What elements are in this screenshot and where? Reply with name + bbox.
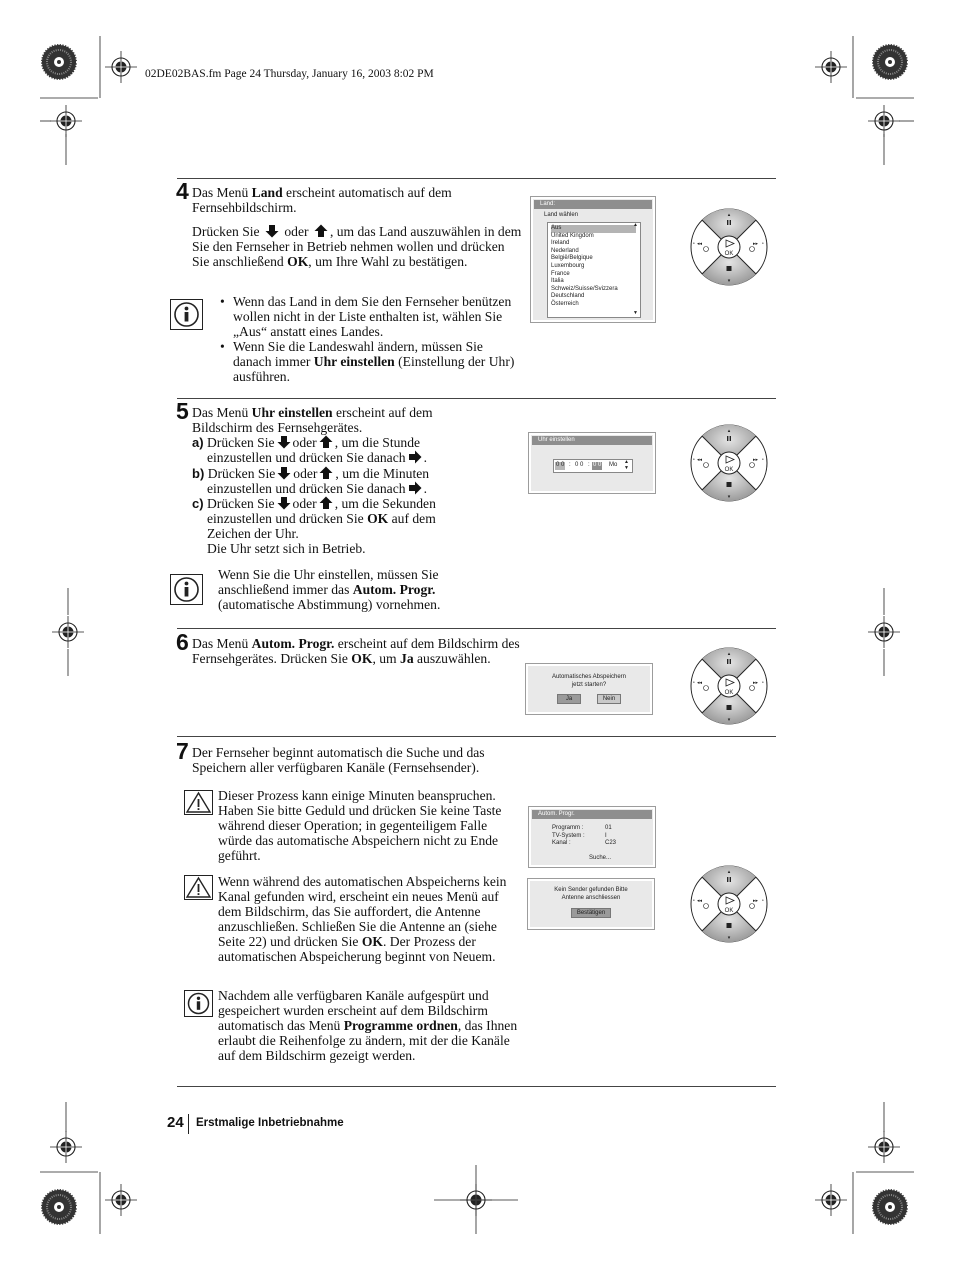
- step-7-warning-1: Dieser Prozess kann einige Minuten beanspruchen. Haben Sie bitte Geduld und drücken Sie keine Taste während dieser Operation; in gegenteiligem Falle würde das automatische Abspeichern nicht zu Ende geführt.: [218, 788, 502, 863]
- footer-section: Erstmalige Inbetriebnahme: [196, 1117, 344, 1129]
- time-separator: :: [569, 462, 571, 468]
- country-item[interactable]: United Kingdom: [551, 232, 594, 239]
- dialog-line: Kein Sender gefunden Bitte: [554, 887, 628, 893]
- scroll-down-icon[interactable]: ▼: [633, 310, 638, 317]
- prog-value: 01: [605, 825, 612, 831]
- svg-text:◂◂: ◂◂: [697, 899, 703, 904]
- country-item[interactable]: Italia: [551, 278, 564, 285]
- svg-text:OK: OK: [724, 908, 734, 914]
- dialog-text: [526, 674, 652, 689]
- step-5-substeps: a) Drücken Sie oder , um die Stunde einzustellen und drücken Sie danach . b) Drücken Sie oder , um die Minuten einzustellen und drücken Sie danach . c) Drücken Sie oder , um die Sekunden einzustellen und drücken Sie OK auf dem Zeichen der Uhr. Die Uhr setzt sich in Betrieb.: [192, 435, 436, 556]
- arrow-up-icon: [319, 496, 333, 510]
- arrow-down-icon: [277, 466, 291, 480]
- header-file-info: 02DE02BAS.fm Page 24 Thursday, January 16, 2003 8:02 PM: [145, 68, 434, 80]
- tv-value: I: [605, 832, 607, 839]
- svg-text:OK: OK: [724, 467, 734, 473]
- arrow-down-icon: [277, 435, 291, 449]
- svg-text:OK: OK: [724, 251, 734, 257]
- footer-divider: [188, 1114, 189, 1134]
- tv-screen-no-sender: [527, 878, 655, 930]
- day-field[interactable]: Mo: [609, 462, 618, 468]
- remote-dpad-icon: [690, 865, 768, 943]
- arrow-right-icon: [408, 481, 422, 495]
- tv-screen-auto-save: [525, 663, 653, 715]
- step-5-intro: Das Menü Uhr einstellen erscheint auf dem Bildschirm des Fernsehgerätes.: [192, 405, 433, 435]
- step-6-intro: Das Menü Autom. Progr. erscheint auf dem Bildschirm des Fernsehgerätes. Drücken Sie OK, um Ja auszuwählen.: [192, 636, 520, 666]
- country-item[interactable]: Luxembourg: [551, 262, 585, 269]
- remote-control-pad: [690, 208, 768, 291]
- country-item[interactable]: België/Belgique: [551, 255, 593, 262]
- step-4-intro: Das Menü Land erscheint automatisch auf dem Fernsehbildschirm.: [192, 185, 452, 215]
- no-button[interactable]: Nein: [597, 694, 621, 704]
- dialog-line: jetzt starten?: [571, 681, 607, 688]
- divider: [177, 628, 776, 629]
- spinner-icon[interactable]: ▲ ▼: [624, 459, 629, 471]
- svg-text:▸▸: ▸▸: [753, 242, 759, 247]
- country-item[interactable]: Österreich: [551, 300, 579, 307]
- svg-text:▸▸: ▸▸: [753, 681, 759, 686]
- warning-icon: [184, 790, 213, 815]
- screen-title: Uhr einstellen: [532, 436, 652, 445]
- svg-text:OK: OK: [724, 690, 734, 696]
- svg-text:•: •: [693, 242, 695, 247]
- svg-text:•: •: [762, 242, 764, 247]
- svg-text:▾: ▾: [727, 279, 731, 284]
- country-item[interactable]: France: [551, 270, 570, 277]
- note-item: • Wenn Sie die Landeswahl ändern, müssen Sie danach immer Uhr einstellen (Einstellung der Uhr) ausführen.: [218, 339, 523, 384]
- svg-text:•: •: [762, 899, 764, 904]
- remote-control-pad: [690, 647, 768, 730]
- info-icon: [184, 990, 213, 1017]
- divider: [177, 1086, 776, 1087]
- svg-text:▾: ▾: [727, 495, 731, 500]
- country-item[interactable]: Ireland: [551, 240, 570, 247]
- svg-text:◂◂: ◂◂: [697, 242, 703, 247]
- hours-field[interactable]: 0 0: [556, 462, 565, 468]
- note-item: • Wenn das Land in dem Sie den Fernseher benützen wollen nicht in der Liste enthalten ist, wählen Sie „Aus“ anstatt eines Landes.: [218, 294, 523, 339]
- country-item[interactable]: Deutschland: [551, 293, 585, 300]
- svg-text:▴: ▴: [727, 429, 731, 434]
- arrow-up-icon: [314, 224, 328, 238]
- country-item[interactable]: Aus: [551, 225, 636, 233]
- svg-text:•: •: [762, 681, 764, 686]
- divider: [177, 398, 776, 399]
- country-item[interactable]: Schweiz/Suisse/Svizzera: [551, 285, 618, 292]
- svg-text:▴: ▴: [727, 652, 731, 657]
- info-icon: [170, 574, 203, 605]
- page-number: 24: [167, 1114, 184, 1131]
- step-7-note: Nachdem alle verfügbaren Kanäle aufgespürt und gespeichert wurden erscheint auf dem Bildschirm automatisch das Menü Programme ordnen, das Ihnen erlaubt die Reihenfolge zu ändern, mit der die Kanäle auf dem Bildschirm gezeigt werden.: [218, 988, 518, 1063]
- remote-dpad-icon: [690, 208, 768, 286]
- screen-title: Autom. Progr.: [532, 810, 652, 819]
- tv-label: TV-System :: [552, 832, 585, 839]
- dialog-line: Automatisches Abspeichern: [551, 674, 627, 680]
- prog-label: Programm :: [552, 825, 584, 831]
- info-icon: [170, 299, 203, 330]
- arrow-up-icon: [319, 435, 333, 449]
- svg-text:•: •: [693, 899, 695, 904]
- step-number: 6: [176, 629, 189, 655]
- search-status: Suche...: [589, 855, 612, 861]
- arrow-up-icon: [319, 466, 333, 480]
- step-number: 5: [176, 398, 189, 424]
- svg-text:•: •: [762, 458, 764, 463]
- svg-text:▴: ▴: [727, 213, 731, 218]
- divider: [177, 736, 776, 737]
- arrow-down-icon: [277, 496, 291, 510]
- step-number: 4: [176, 178, 189, 204]
- divider: [177, 178, 776, 179]
- screen-title: Land:: [534, 200, 652, 209]
- kanal-label: Kanal :: [552, 840, 571, 847]
- remote-control-pad: [690, 865, 768, 948]
- scroll-up-icon[interactable]: ▲: [633, 222, 638, 228]
- arrow-right-icon: [408, 450, 422, 464]
- arrow-down-icon: [265, 224, 279, 238]
- svg-text:▸▸: ▸▸: [753, 458, 759, 463]
- svg-text:◂◂: ◂◂: [697, 681, 703, 686]
- step-7-intro: Der Fernseher beginnt automatisch die Suche und das Speichern aller verfügbaren Kanäle (Fernsehsender).: [192, 745, 485, 775]
- progr-labels: [552, 825, 585, 848]
- tv-screen-auto-progr: [528, 806, 656, 868]
- remote-control-pad: [690, 424, 768, 507]
- step-5-note: Wenn Sie die Uhr einstellen, müssen Sie anschließend immer das Autom. Progr. (automatische Abstimmung) vornehmen.: [218, 567, 441, 612]
- kanal-value: C23: [605, 840, 617, 847]
- confirm-button[interactable]: Bestätigen: [571, 908, 611, 918]
- time-separator: :: [588, 462, 590, 468]
- time-fields: [553, 459, 633, 473]
- svg-text:•: •: [693, 681, 695, 686]
- screen-label: Land wählen: [544, 212, 579, 218]
- dialog-line: Antenne anschliessen: [561, 894, 621, 901]
- step-number: 7: [176, 738, 189, 764]
- country-list: [547, 222, 641, 318]
- warning-icon: [184, 875, 213, 900]
- minutes-field[interactable]: 0 0: [575, 462, 584, 468]
- svg-text:•: •: [693, 458, 695, 463]
- tv-screen-clock: [528, 432, 656, 494]
- remote-dpad-icon: [690, 647, 768, 725]
- seconds-field[interactable]: 0 0: [593, 462, 602, 468]
- progr-values: [605, 825, 616, 848]
- remote-dpad-icon: [690, 424, 768, 502]
- step-4-instruction: Drücken Sie oder , um das Land auszuwählen in dem Sie den Fernseher in Betrieb nehmen wollen und drücken Sie anschließend OK, um Ihre Wahl zu bestätigen.: [192, 224, 522, 269]
- step-7-warning-2: Wenn während des automatischen Abspeicherns kein Kanal gefunden wird, erscheint ein neues Menü auf dem Bildschirm, das Sie auffordert, die Antenne anzuschließen. Schließen Sie die Antenne an (siehe Seite 22) und drücken Sie OK. Der Prozess der automatischen Abspeicherung beginnt von Neuem.: [218, 874, 507, 964]
- svg-text:▴: ▴: [727, 870, 731, 875]
- country-item[interactable]: Nederland: [551, 247, 579, 254]
- svg-text:▾: ▾: [727, 718, 731, 723]
- step-4-notes: [218, 294, 523, 384]
- yes-button[interactable]: Ja: [557, 694, 581, 704]
- svg-text:▾: ▾: [727, 936, 731, 941]
- svg-text:▸▸: ▸▸: [753, 899, 759, 904]
- svg-text:◂◂: ◂◂: [697, 458, 703, 463]
- tv-screen-land: [530, 196, 656, 323]
- dialog-text: [528, 887, 654, 902]
